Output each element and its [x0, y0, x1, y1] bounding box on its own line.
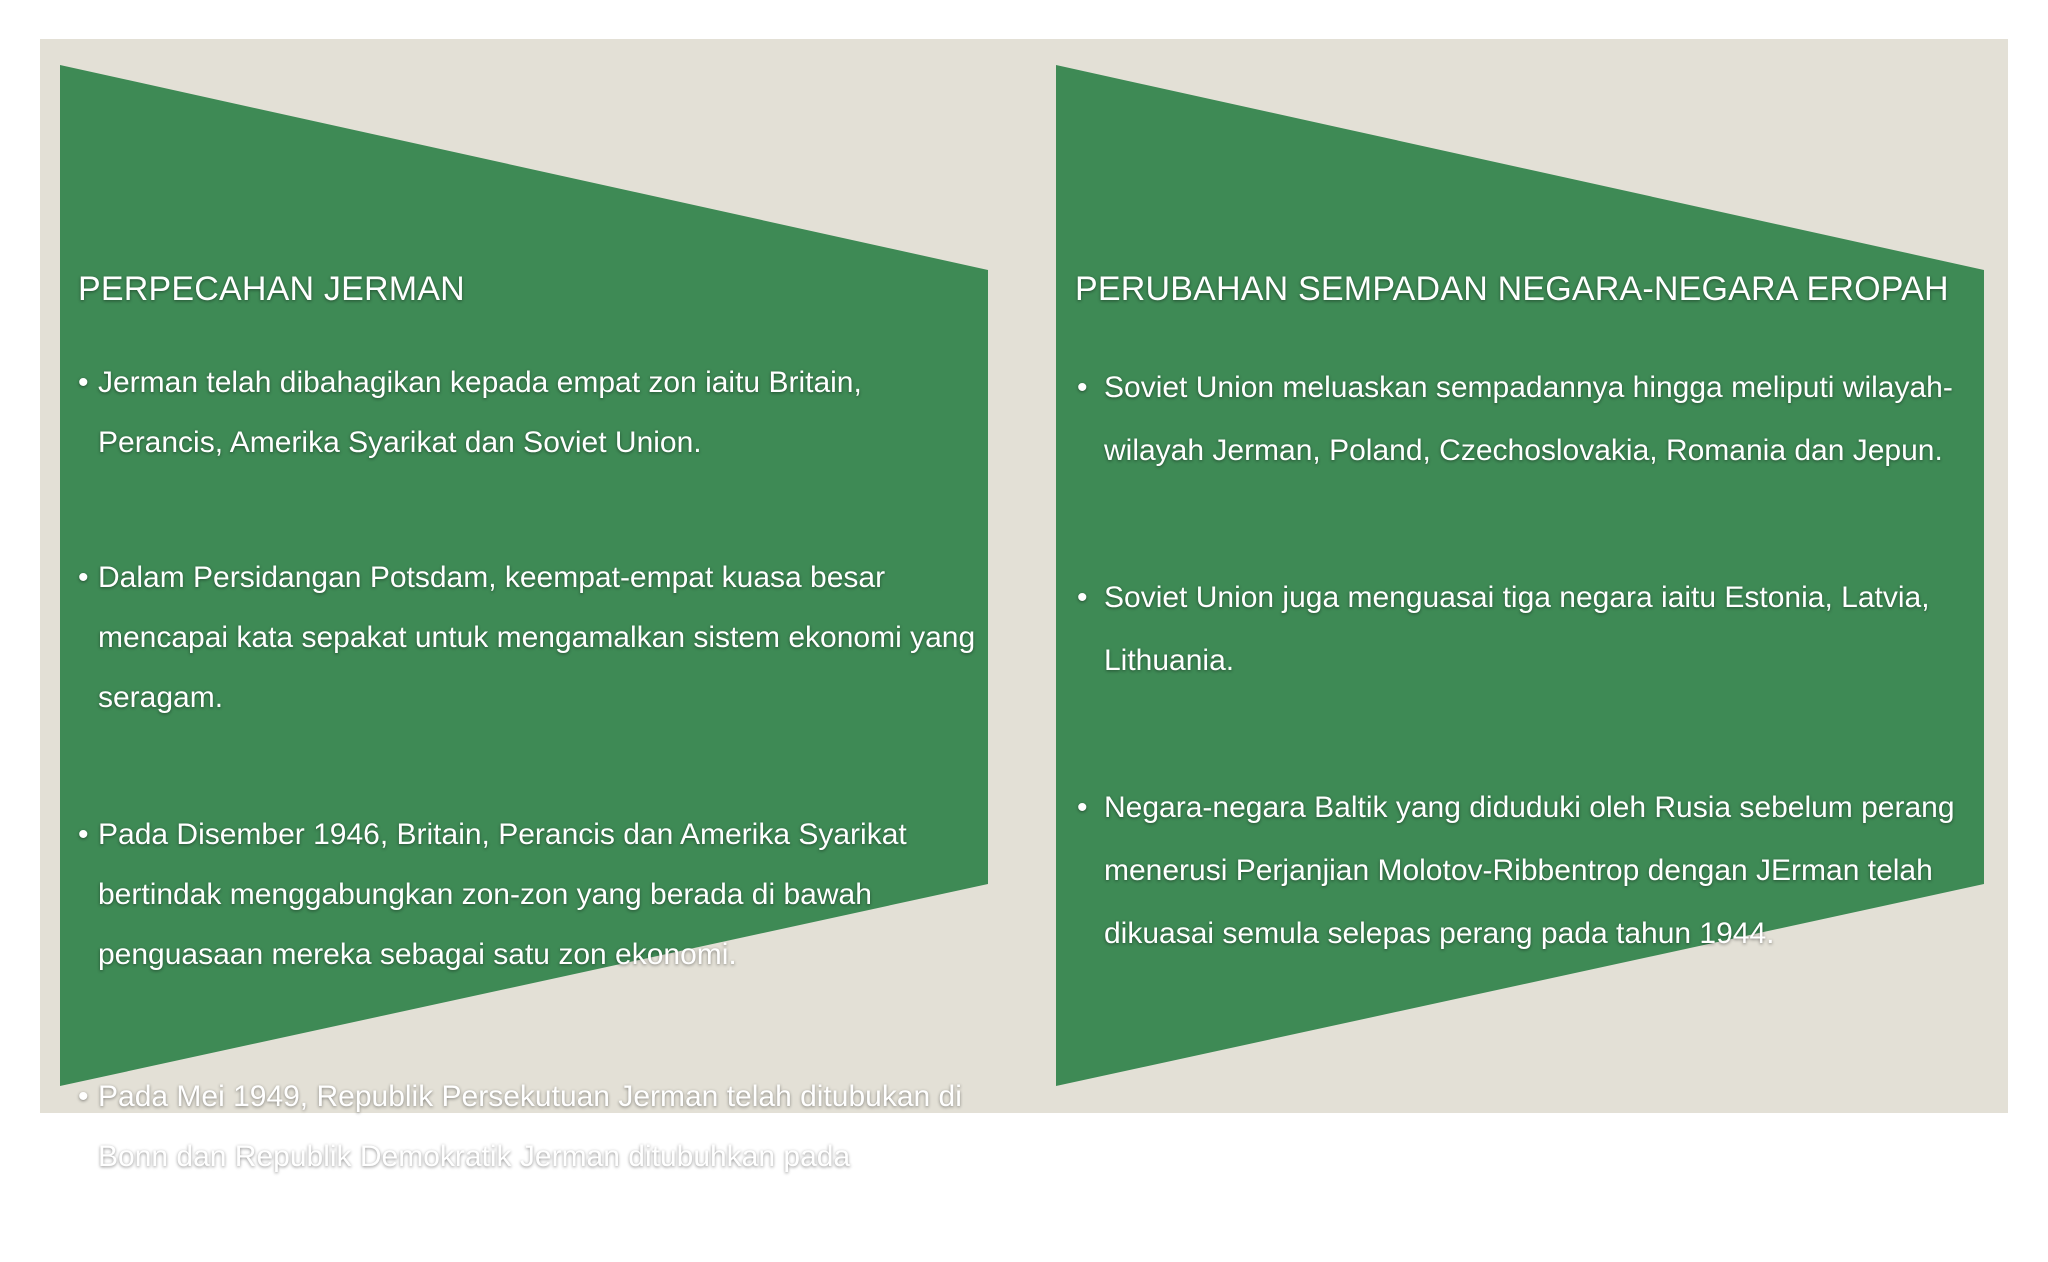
left-bullet-list — [78, 353, 978, 1187]
bullet-icon: • — [78, 561, 89, 594]
bullet-icon: • — [1077, 371, 1088, 404]
list-item — [78, 1067, 978, 1187]
bullet-icon: • — [78, 1080, 89, 1113]
list-item — [78, 353, 978, 473]
list-item — [78, 805, 978, 985]
list-item — [78, 548, 978, 728]
bullet-text: Soviet Union meluaskan sempadannya hingga meliputi wilayah-wilayah Jerman, Poland, Czechoslovakia, Romania dan Jepun. — [1104, 371, 1953, 467]
list-item — [1075, 776, 1975, 965]
right-panel-title: PERUBAHAN SEMPADAN NEGARA-NEGARA EROPAH — [1075, 270, 1949, 308]
bullet-text: Negara-negara Baltik yang diduduki oleh Rusia sebelum perang menerusi Perjanjian Molotov-Ribbentrop dengan JErman telah dikuasai semula selepas perang pada tahun 1944. — [1104, 791, 1955, 950]
left-text-block — [78, 270, 978, 1262]
left-panel-title: PERPECAHAN JERMAN — [78, 270, 465, 308]
bullet-icon: • — [1077, 791, 1088, 824]
bullet-icon: • — [78, 366, 89, 399]
right-text-block — [1075, 270, 1975, 1049]
list-item — [1075, 356, 1975, 482]
list-item — [1075, 566, 1975, 692]
bullet-text: Jerman telah dibahagikan kepada empat zon iaitu Britain, Perancis, Amerika Syarikat dan Soviet Union. — [98, 366, 862, 459]
bullet-text: Pada Disember 1946, Britain, Perancis dan Amerika Syarikat bertindak menggabungkan zon-zon yang berada di bawah penguasaan mereka sebagai satu zon ekonomi. — [98, 818, 907, 971]
bullet-text: Dalam Persidangan Potsdam, keempat-empat kuasa besar mencapai kata sepakat untuk mengamalkan sistem ekonomi yang seragam. — [98, 561, 976, 714]
right-bullet-list — [1075, 356, 1975, 965]
bullet-text: Pada Mei 1949, Republik Persekutuan Jerman telah ditubukan di Bonn dan Republik Demokratik Jerman ditubuhkan pada — [98, 1080, 962, 1173]
bullet-text: Soviet Union juga menguasai tiga negara iaitu Estonia, Latvia, Lithuania. — [1104, 581, 1930, 677]
bullet-icon: • — [78, 818, 89, 851]
bullet-icon: • — [1077, 581, 1088, 614]
